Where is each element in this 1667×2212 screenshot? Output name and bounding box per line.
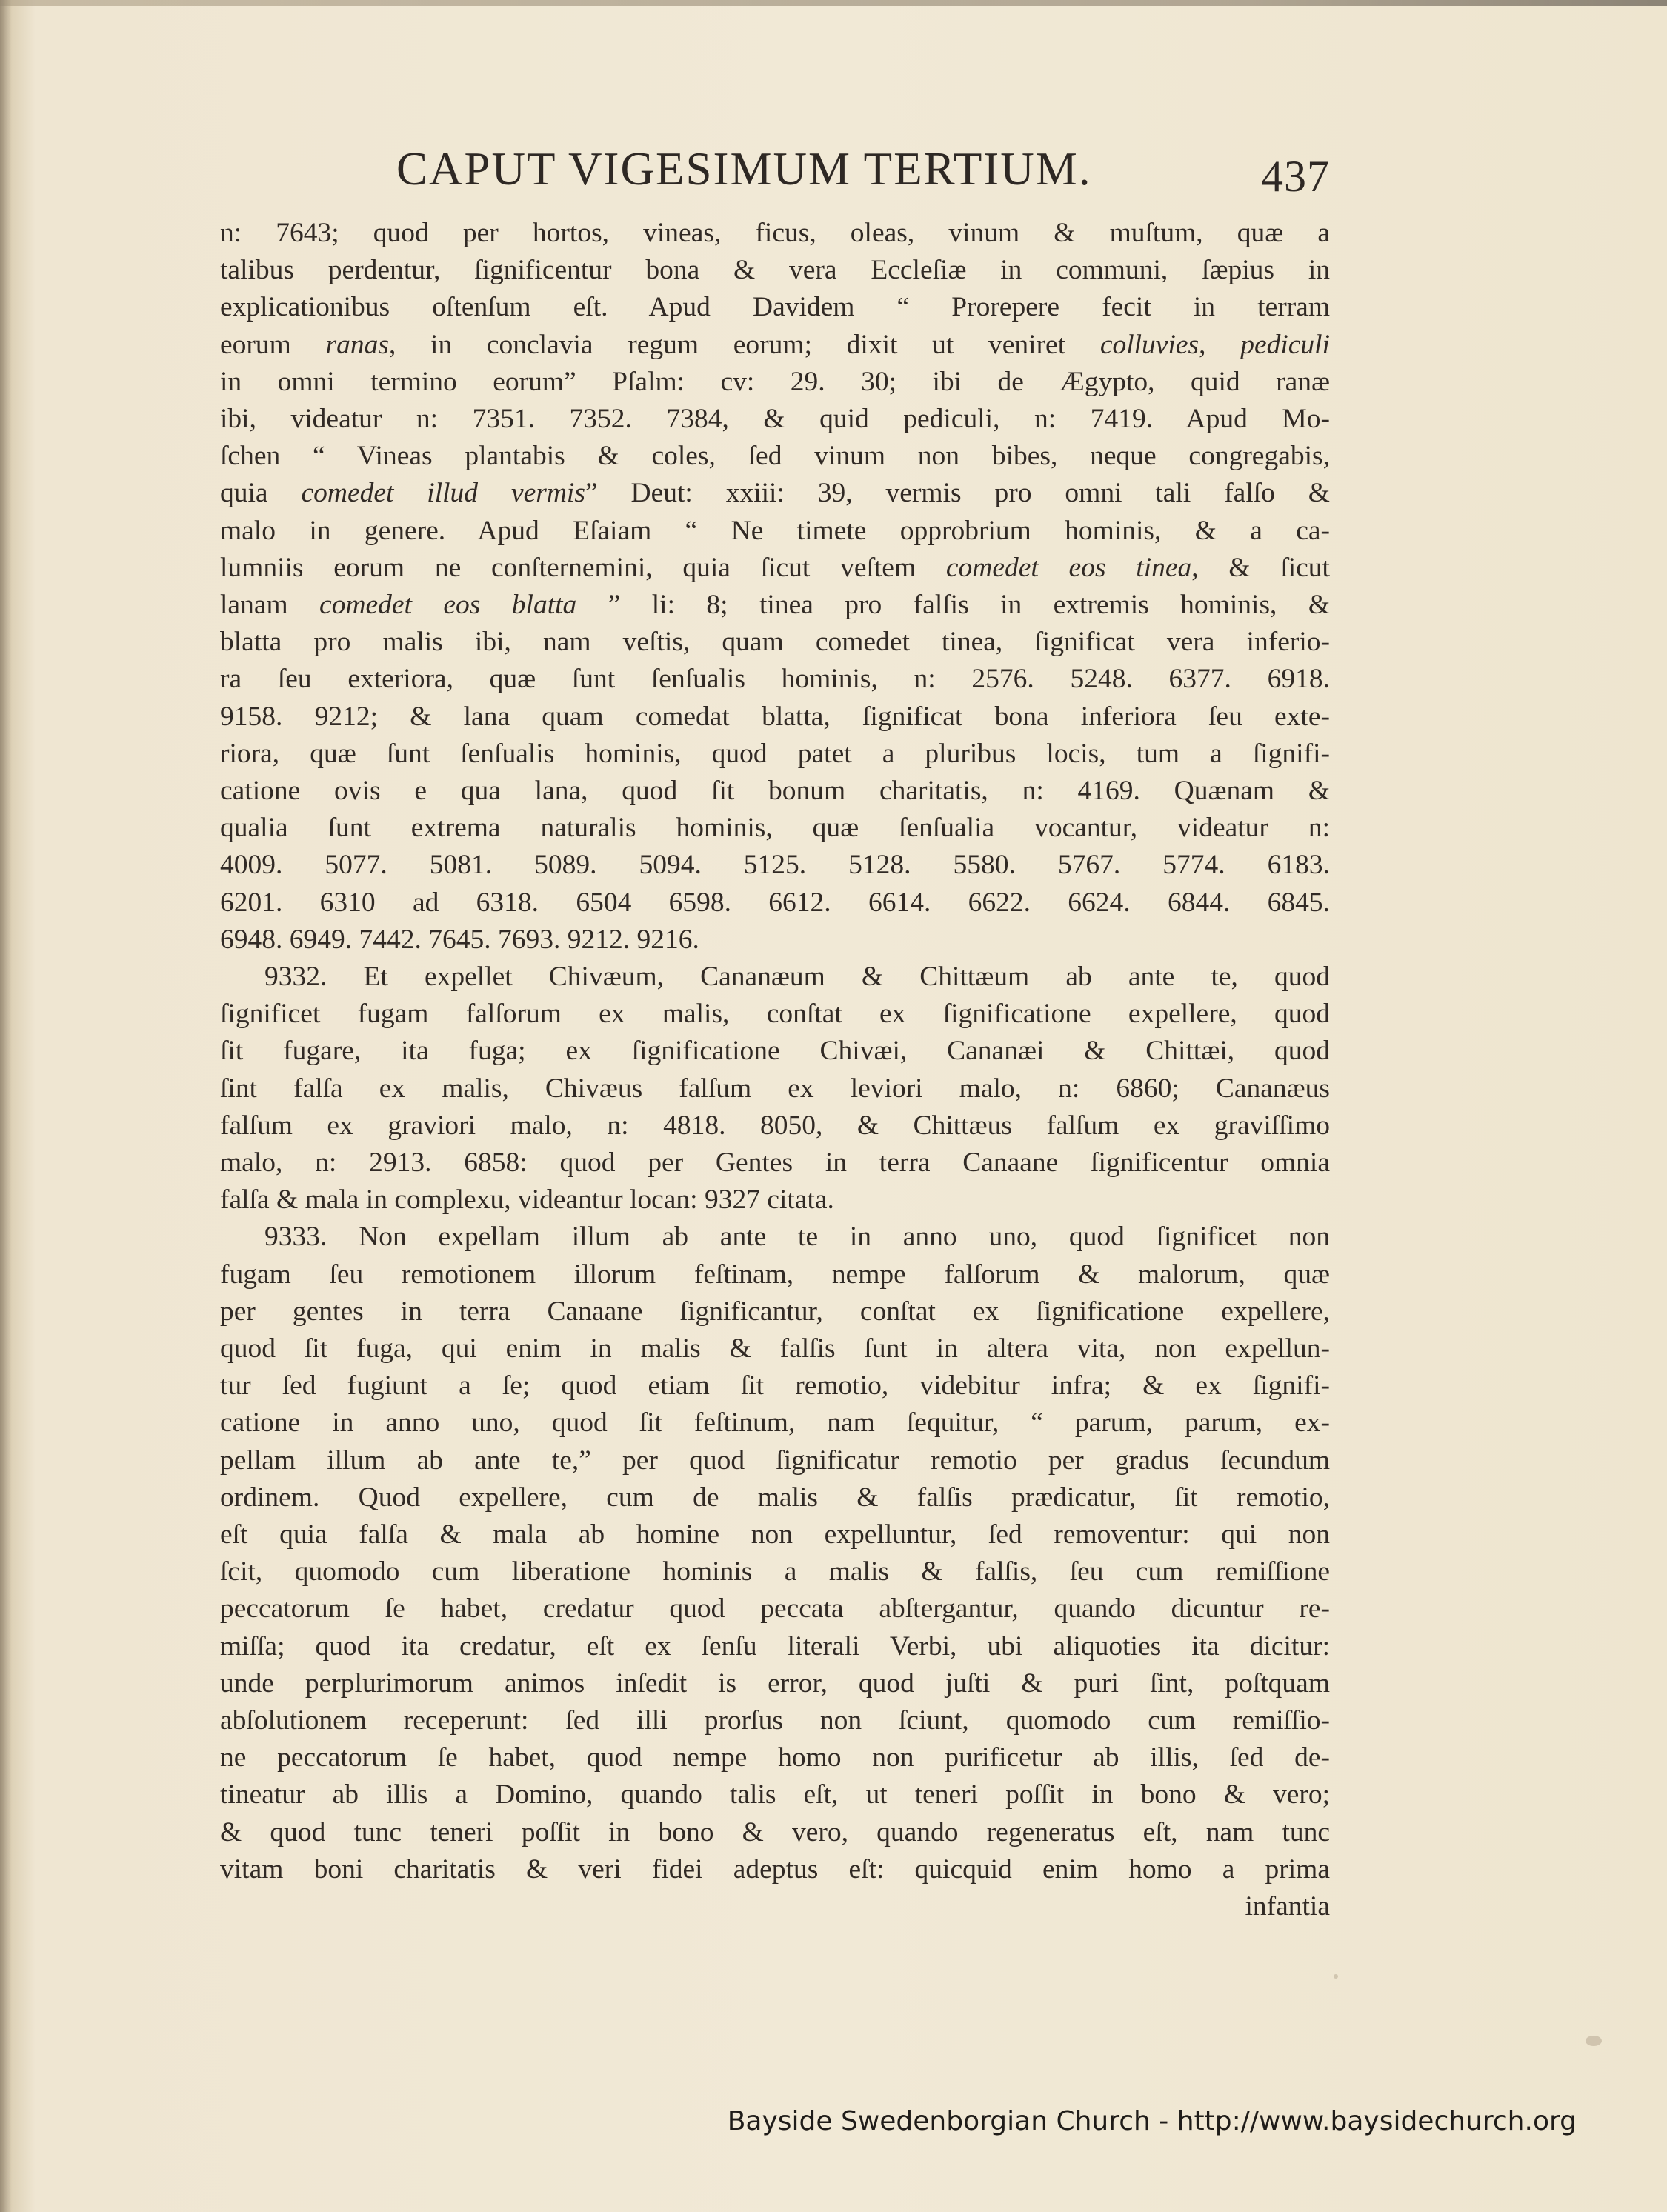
text-segment: ſint falſa ex malis, Chivæus falſum ex leviori malo, n: 6860; Cananæus: [220, 1073, 1330, 1104]
text-segment: , in conclavia regum eorum; dixit ut veniret: [388, 329, 1100, 360]
text-segment: & quod tunc teneri poſſit in bono & vero, quando regeneratus eſt, nam tunc: [220, 1816, 1330, 1848]
text-segment: 9333. Non expellam illum ab ante te in anno uno, quod ſignificet non: [264, 1222, 1330, 1253]
text-segment: explicationibus oſtenſum eſt. Apud Davidem “ Prorepere fecit in terram: [220, 292, 1330, 323]
text-segment: ſchen “ Vineas plantabis & coles, ſed vinum non bibes, neque congregabis,: [220, 441, 1330, 472]
text-line: [220, 810, 1330, 847]
text-line: [220, 959, 1330, 996]
text-segment: ibi, videatur n: 7351. 7352. 7384, & quid pediculi, n: 7419. Apud Mo-: [220, 404, 1330, 434]
text-line: [220, 1219, 1330, 1256]
text-line: [220, 1256, 1330, 1293]
text-segment: 6948. 6949. 7442. 7645. 7693. 9212. 9216.: [220, 924, 699, 955]
text-line: [220, 922, 1330, 959]
text-segment: ” Deut: xxiii: 39, vermis pro omni tali falſo &: [585, 478, 1330, 509]
text-segment: ordinem. Quod expellere, cum de malis & falſis prædicatur, ſit remotio,: [220, 1482, 1330, 1513]
text-line: [220, 1033, 1330, 1070]
text-line: [220, 1330, 1330, 1367]
text-line: [220, 401, 1330, 438]
text-segment: ſit fugare, ita fuga; ex ſignificatione Chivæi, Cananæi & Chittæi, quod: [220, 1036, 1330, 1067]
text-segment: vitam boni charitatis & veri fidei adeptus eſt: quicquid enim homo a prima: [220, 1853, 1330, 1885]
text-line: [220, 438, 1330, 475]
text-line: [220, 1182, 1330, 1219]
text-segment: 9158. 9212; & lana quam comedat blatta, ſignificat bona inferiora ſeu exte-: [220, 701, 1330, 732]
text-line: [220, 885, 1330, 922]
text-segment: n: 7643; quod per hortos, vineas, ficus, oleas, vinum & muſtum, quæ a: [220, 218, 1330, 248]
text-line: [220, 475, 1330, 512]
page-left-edge: [0, 0, 12, 2212]
text-line: [220, 327, 1330, 364]
text-segment: , & ſicut: [1191, 552, 1330, 583]
text-line: [220, 1367, 1330, 1405]
text-segment: lumniis eorum ne conſternemini, quia ſicut veſtem: [220, 552, 946, 583]
text-line: [220, 1405, 1330, 1442]
text-segment: riora, quæ ſunt ſenſualis hominis, quod patet a pluribus locis, tum a ſignifi-: [220, 738, 1330, 769]
text-segment: 6201. 6310 ad 6318. 6504 6598. 6612. 6614. 6622. 6624. 6844. 6845.: [220, 887, 1330, 918]
text-segment: talibus perdentur, ſignificentur bona & vera Eccleſiæ in communi, ſæpius in: [220, 255, 1330, 286]
text-segment: 9332. Et expellet Chivæum, Cananæum & Chittæum ab ante te, quod: [264, 962, 1330, 992]
text-segment: infantia: [1245, 1891, 1330, 1922]
italic-text: colluvies: [1099, 329, 1199, 360]
page-header: [396, 138, 1330, 204]
italic-text: comedet eos tinea: [945, 552, 1192, 583]
text-line: [220, 1590, 1330, 1628]
text-segment: tur ſed fugiunt a ſe; quod etiam ſit remotio, videbitur infra; & ex ſignifi-: [220, 1370, 1330, 1402]
text-line: [220, 1851, 1330, 1888]
text-line: [220, 1145, 1330, 1182]
text-segment: in omni termino eorum” Pſalm: cv: 29. 30; ibi de Ægypto, quid ranæ: [220, 366, 1330, 397]
text-segment: ra ſeu exteriora, quæ ſunt ſenſualis hominis, n: 2576. 5248. 6377. 6918.: [220, 664, 1330, 695]
text-segment: fugam ſeu remotionem illorum feſtinam, nempe falſorum & malorum, quæ: [220, 1259, 1330, 1290]
page-top-edge: [0, 0, 1667, 6]
running-head: CAPUT VIGESIMUM TERTIUM.: [396, 143, 1092, 195]
text-line: [220, 364, 1330, 401]
text-segment: tineatur ab illis a Domino, quando talis eſt, ut teneri poſſit in bono & vero;: [220, 1779, 1330, 1810]
text-line: [220, 1516, 1330, 1553]
italic-text: comedet illud vermis: [301, 478, 585, 509]
italic-text: pediculi: [1240, 329, 1330, 360]
text-segment: 4009. 5077. 5081. 5089. 5094. 5125. 5128. 5580. 5767. 5774. 6183.: [220, 850, 1330, 881]
text-segment: falſa & mala in complexu, videantur locan: 9327 citata.: [220, 1185, 834, 1216]
text-line: [220, 550, 1330, 587]
text-line: [220, 1442, 1330, 1479]
text-segment: ” li: 8; tinea pro falſis in extremis hominis, &: [576, 590, 1330, 620]
body-text: [220, 215, 1330, 1963]
text-line: [220, 289, 1330, 326]
text-line: [220, 1553, 1330, 1590]
text-line: [220, 773, 1330, 810]
text-segment: unde perplurimorum animos inſedit is error, quod juſti & puri ſint, poſtquam: [220, 1668, 1330, 1699]
text-segment: malo in genere. Apud Eſaiam “ Ne timete opprobrium hominis, & a ca-: [220, 515, 1330, 546]
text-segment: catione ovis e qua lana, quod ſit bonum charitatis, n: 4169. Quænam &: [220, 776, 1330, 806]
watermark-text: Bayside Swedenborgian Church - http://www.baysidechurch.org: [727, 2106, 1577, 2136]
italic-text: comedet eos blatta: [319, 590, 577, 620]
text-segment: malo, n: 2913. 6858: quod per Gentes in terra Canaane ſignificentur omnia: [220, 1147, 1330, 1178]
text-line: [220, 847, 1330, 884]
text-line: [220, 699, 1330, 736]
text-line: [220, 1776, 1330, 1813]
text-segment: ne peccatorum ſe habet, quod nempe homo non purificetur ab illis, ſed de-: [220, 1742, 1330, 1773]
text-line: [220, 661, 1330, 698]
text-line: [220, 1479, 1330, 1516]
page-number: 437: [1261, 152, 1330, 201]
text-line: [220, 215, 1330, 252]
text-segment: pellam illum ab ante te,” per quod ſignificatur remotio per gradus ſecundum: [220, 1445, 1330, 1476]
text-line: [220, 624, 1330, 661]
text-line: [220, 587, 1330, 624]
text-line: [220, 1107, 1330, 1145]
text-line: [220, 1070, 1330, 1107]
text-segment: ſignificet fugam falſorum ex malis, conſtat ex ſignificatione expellere, quod: [220, 999, 1330, 1030]
text-segment: lanam: [220, 590, 320, 620]
text-line: [220, 513, 1330, 550]
text-line: [220, 1702, 1330, 1739]
text-segment: ſcit, quomodo cum liberatione hominis a malis & falſis, ſeu cum remiſſione: [220, 1556, 1330, 1588]
text-line: [220, 252, 1330, 289]
text-segment: eſt quia falſa & mala ab homine non expelluntur, ſed removentur: qui non: [220, 1519, 1330, 1550]
text-line: [220, 1814, 1330, 1851]
text-segment: falſum ex graviori malo, n: 4818. 8050, & Chittæus falſum ex graviſſimo: [220, 1110, 1330, 1141]
ink-smudge: [1586, 2036, 1602, 2046]
text-line: [220, 1888, 1330, 1925]
text-segment: qualia ſunt extrema naturalis hominis, quæ ſenſualia vocantur, videatur n:: [220, 813, 1330, 844]
text-segment: miſſa; quod ita credatur, eſt ex ſenſu literali Verbi, ubi aliquoties ita dicitur:: [220, 1630, 1330, 1662]
text-segment: blatta pro malis ibi, nam veſtis, quam comedet tinea, ſignificat vera inferio-: [220, 627, 1330, 658]
text-segment: quod ſit fuga, qui enim in malis & falſis ſunt in altera vita, non expellun-: [220, 1333, 1330, 1364]
text-segment: quia: [220, 478, 302, 509]
ink-smudge: [1334, 1974, 1338, 1979]
text-line: [220, 736, 1330, 773]
text-line: [220, 1739, 1330, 1776]
text-segment: peccatorum ſe habet, credatur quod peccata abſtergantur, quando dicuntur re-: [220, 1593, 1330, 1625]
text-line: [220, 996, 1330, 1033]
text-line: [220, 1665, 1330, 1702]
text-line: [220, 1628, 1330, 1665]
text-segment: ,: [1199, 329, 1241, 360]
text-segment: per gentes in terra Canaane ſignificantur, conſtat ex ſignificatione expellere,: [220, 1296, 1330, 1327]
text-line: [220, 1293, 1330, 1330]
text-segment: abſolutionem receperunt: ſed illi prorſus non ſciunt, quomodo cum remiſſio-: [220, 1705, 1330, 1736]
italic-text: ranas: [325, 329, 389, 360]
text-segment: eorum: [220, 329, 326, 360]
text-segment: catione in anno uno, quod ſit feſtinum, nam ſequitur, “ parum, parum, ex-: [220, 1408, 1330, 1439]
